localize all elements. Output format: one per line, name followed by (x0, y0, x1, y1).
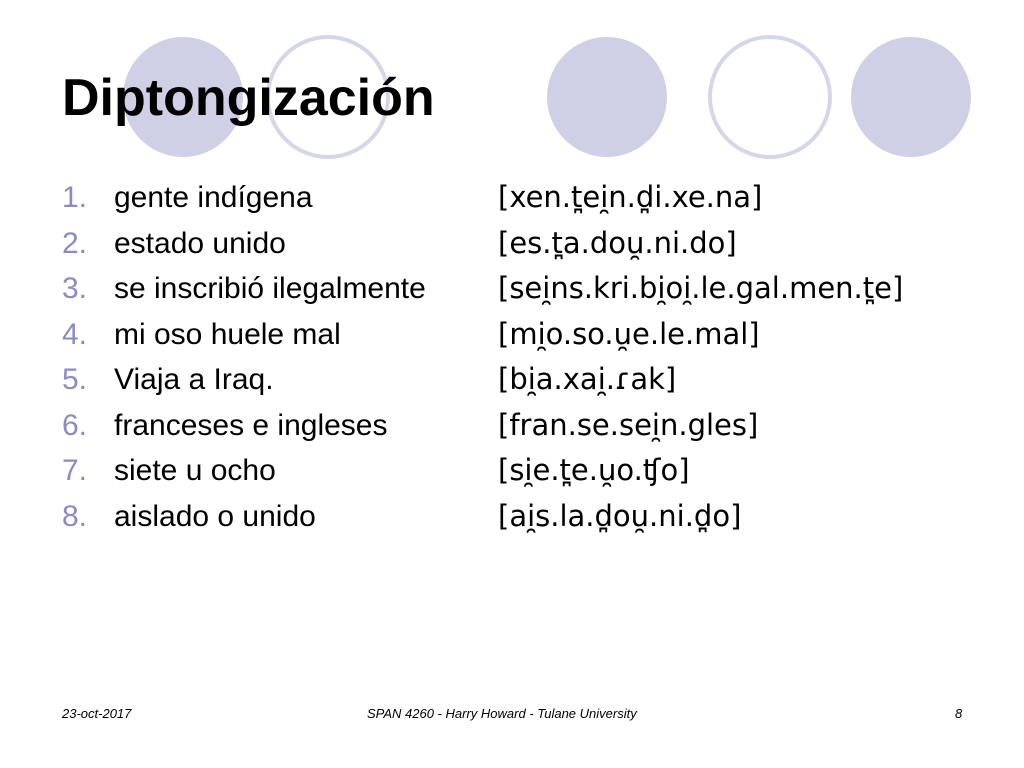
circle-outline-2 (710, 37, 830, 157)
item-transcription: [es.t̪a.dou̯.ni.do] (498, 225, 737, 260)
item-number: 6. (62, 408, 88, 442)
list-item (62, 408, 903, 454)
item-transcription: [bi̯a.xai̯.ɾak] (498, 362, 677, 396)
circle-filled-3 (851, 37, 971, 157)
item-number: 3. (62, 272, 88, 305)
slide-title: Diptongización (62, 69, 435, 127)
item-phrase: siete u ocho (114, 454, 276, 487)
item-transcription: [si̯e.t̪e.u̯o.ʧo] (498, 453, 690, 487)
item-number: 7. (62, 454, 88, 487)
list-item (62, 499, 903, 545)
item-phrase: estado unido (114, 226, 286, 260)
list-item (62, 317, 903, 363)
item-number: 2. (62, 226, 88, 260)
item-phrase: franceses e ingleses (114, 408, 388, 442)
item-number: 5. (62, 363, 88, 396)
item-transcription: [mi̯o.so.u̯e.le.mal] (498, 316, 760, 351)
list-item (62, 362, 903, 408)
item-transcription: [fran.se.sei̯n.gles] (498, 407, 759, 442)
item-phrase: mi oso huele mal (114, 317, 341, 351)
item-number: 1. (62, 181, 88, 214)
item-phrase: se inscribió ilegalmente (114, 272, 426, 305)
phrase-list (62, 180, 903, 544)
list-item (62, 180, 903, 226)
footer-page-number: 8 (955, 706, 963, 721)
list-item (62, 271, 903, 317)
item-transcription: [sei̯ns.kri.bi̯oi̯.le.gal.men.t̪e] (498, 271, 904, 305)
item-number: 4. (62, 317, 88, 351)
list-item (62, 453, 903, 499)
list-item (62, 226, 903, 272)
circle-filled-2 (547, 37, 667, 157)
footer-course: SPAN 4260 - Harry Howard - Tulane University (367, 706, 637, 721)
item-transcription: [ai̯s.la.d̪ou̯.ni.d̪o] (498, 498, 742, 533)
item-phrase: Viaja a Iraq. (114, 363, 274, 396)
footer-date: 23-oct-2017 (62, 706, 132, 721)
item-number: 8. (62, 499, 88, 533)
item-phrase: gente indígena (114, 181, 313, 214)
item-phrase: aislado o unido (114, 499, 316, 533)
item-transcription: [xen.t̪ei̯n.d̪i.xe.na] (498, 180, 763, 214)
